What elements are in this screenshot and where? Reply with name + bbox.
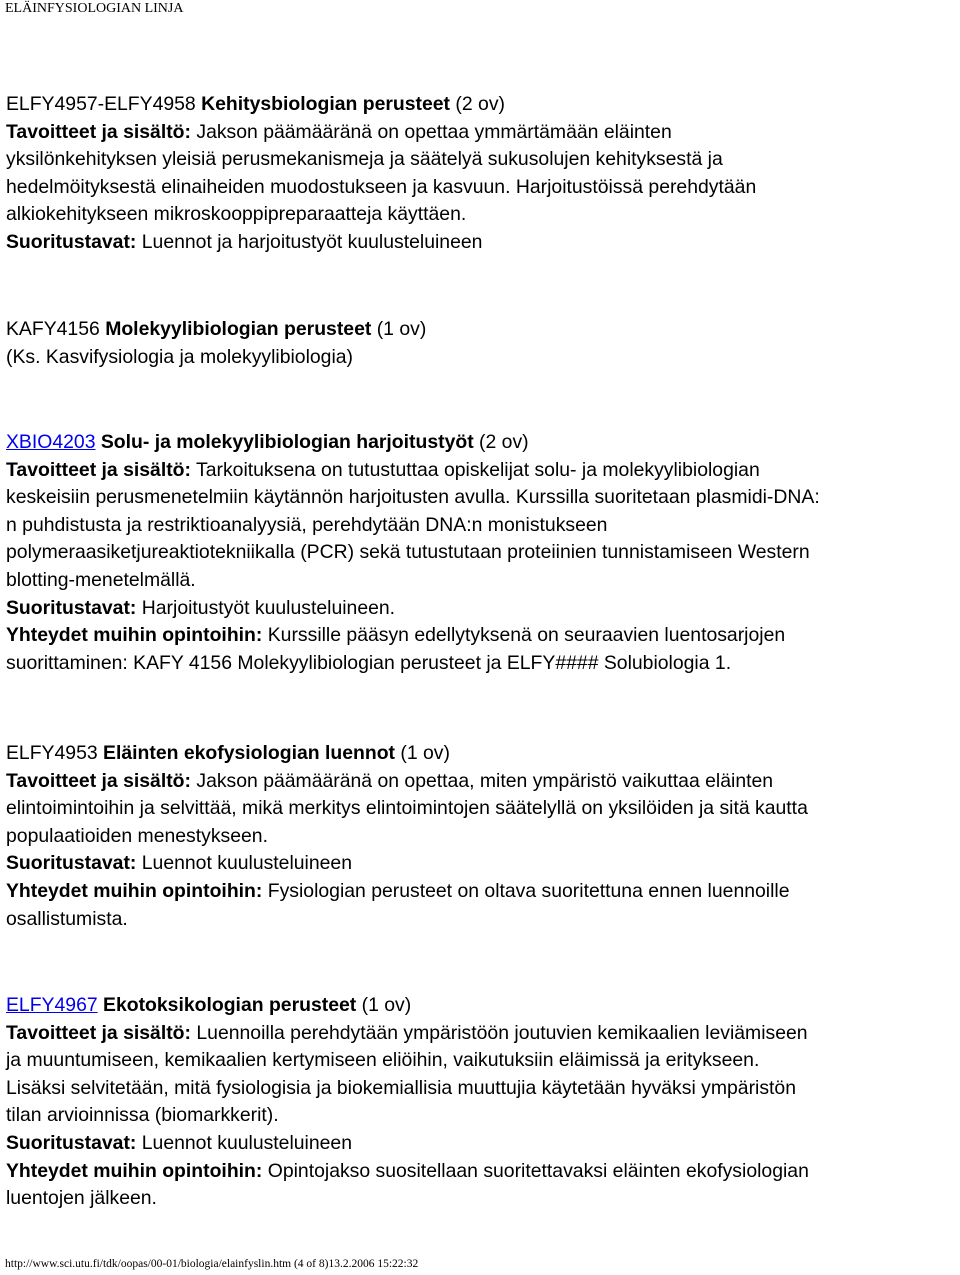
course-title [6,992,960,1020]
course-name: Eläinten ekofysiologian luennot [103,742,395,764]
goals-text: polymeraasiketjureaktiotekniikalla (PCR) sekä tutustutaan proteiinien tunnistamiseen Western [6,541,810,564]
connections-label: Yhteydet muihin opintoihin: [6,1159,263,1182]
course-title [6,91,960,119]
goals-label: Tavoitteet ja sisältö: [6,1021,191,1044]
goals-text: Jakson päämääränä on opettaa ymmärtämään eläinten [196,120,672,143]
course-goals [6,768,960,796]
goals-text: alkiokehitykseen mikroskooppipreparaatteja käyttäen. [6,203,467,226]
course-code: ELFY4957-ELFY4958 [6,93,196,115]
methods-label: Suoritustavat: [6,852,137,875]
course-note: (Ks. Kasvifysiologia ja molekyylibiologia) [6,345,354,368]
goals-text: yksilönkehityksen yleisiä perusmekanismeja ja säätelyä sukusolujen kehityksestä ja [6,148,723,171]
connections-text: Kurssille pääsyn edellytyksenä on seuraavien luentosarjojen [267,624,786,647]
course-connections [6,622,960,650]
course-elfy4957 [6,91,960,257]
course-goals [6,457,960,485]
course-name: Kehitysbiologian perusteet [201,93,451,115]
course-credits: (1 ov) [361,994,412,1016]
page-header: ELÄINFYSIOLOGIAN LINJA [5,1,184,16]
course-kafy4156 [6,316,960,371]
course-code: KAFY4156 [6,318,100,340]
goals-text: populaatioiden menestykseen. [6,824,268,847]
course-connections [6,1158,960,1186]
course-credits: (1 ov) [376,318,427,340]
course-title [6,740,960,768]
course-code: ELFY4953 [6,742,98,764]
course-methods [6,850,960,878]
goals-text: tilan arvioinnissa (biomarkkerit). [6,1104,279,1127]
course-connections [6,878,960,906]
course-name: Solu- ja molekyylibiologian harjoitustyöt [100,431,474,453]
connections-text: luentojen jälkeen. [6,1187,157,1210]
methods-label: Suoritustavat: [6,1131,137,1154]
goals-text: keskeisiin perusmenetelmiin käytännön harjoitusten avulla. Kurssilla suoritetaan plasmidi-DNA: [6,486,820,509]
goals-text: n puhdistusta ja restriktioanalyysiä, perehdytään DNA:n monistukseen [6,513,608,536]
course-code-link[interactable]: ELFY4967 [6,994,98,1016]
methods-text: Luennot kuulusteluineen [141,1131,353,1154]
goals-text: hedelmöityksestä elinaiheiden muodostukseen ja kasvuun. Harjoitustöissä perehdytään [6,175,757,198]
goals-text: blotting-menetelmällä. [6,568,196,591]
course-methods [6,595,960,623]
course-credits: (2 ov) [479,431,529,453]
goals-text: Lisäksi selvitetään, mitä fysiologisia ja biokemiallisia muuttujia käytetään hyväksi ympäristön [6,1076,796,1099]
methods-text: Luennot ja harjoitustyöt kuulusteluineen [141,230,483,253]
goals-text: Luennoilla perehdytään ympäristöön joutuvien kemikaalien leviämiseen [196,1021,808,1044]
course-name: Ekotoksikologian perusteet [103,994,357,1016]
goals-text: ja muuntumiseen, kemikaalien kertymiseen eliöihin, vaikutuksiin eläimissä ja eritykseen. [6,1049,760,1072]
course-goals [6,1020,960,1048]
goals-text: Jakson päämääränä on opettaa, miten ympäristö vaikuttaa eläinten [196,769,774,792]
course-goals [6,119,960,147]
page-footer-url: http://www.sci.utu.fi/tdk/oopas/00-01/biologia/elainfyslin.htm (4 of 8)13.2.2006 15:22:32 [5,1258,419,1270]
goals-label: Tavoitteet ja sisältö: [6,458,191,481]
goals-label: Tavoitteet ja sisältö: [6,120,191,143]
connections-label: Yhteydet muihin opintoihin: [6,624,263,647]
course-methods [6,229,960,257]
course-title [6,316,960,344]
goals-text: Tarkoituksena on tutustuttaa opiskelijat solu- ja molekyylibiologian [196,458,760,481]
goals-text: elintoimintoihin ja selvittää, mikä merkitys elintoimintojen säätelyllä on yksilöiden ja sitä kautta [6,797,808,820]
course-title [6,429,960,457]
course-name: Molekyylibiologian perusteet [105,318,372,340]
connections-label: Yhteydet muihin opintoihin: [6,879,263,902]
methods-label: Suoritustavat: [6,230,137,253]
methods-text: Harjoitustyöt kuulusteluineen. [141,596,396,619]
connections-text: Opintojakso suositellaan suoritettavaksi eläinten ekofysiologian [267,1159,809,1182]
course-credits: (1 ov) [400,742,450,764]
course-elfy4953 [6,740,960,933]
connections-text: osallistumista. [6,907,128,930]
goals-label: Tavoitteet ja sisältö: [6,769,191,792]
connections-text: suorittaminen: KAFY 4156 Molekyylibiologian perusteet ja ELFY#### Solubiologia 1. [6,651,732,674]
course-methods [6,1130,960,1158]
connections-text: Fysiologian perusteet on oltava suoritettuna ennen luennoille [267,879,790,902]
course-xbio4203 [6,429,960,677]
course-elfy4967 [6,992,960,1213]
methods-text: Luennot kuulusteluineen [141,852,353,875]
methods-label: Suoritustavat: [6,596,137,619]
course-credits: (2 ov) [455,93,505,115]
course-code-link[interactable]: XBIO4203 [6,431,96,453]
